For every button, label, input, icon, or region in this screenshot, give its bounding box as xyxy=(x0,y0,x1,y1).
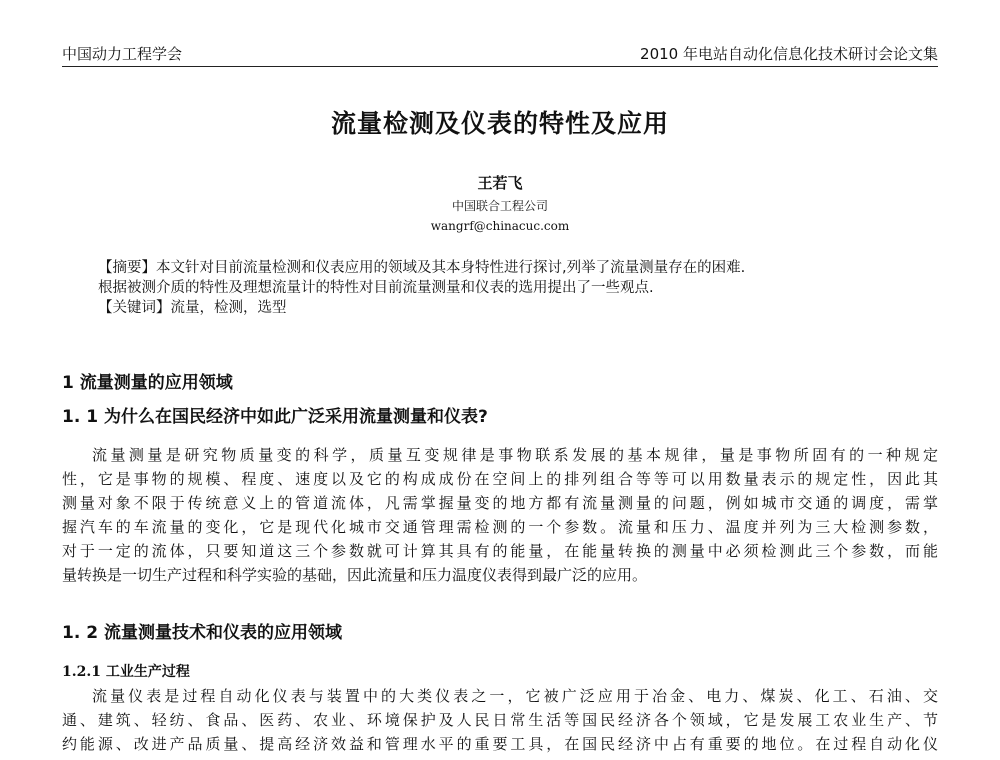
author-email: wangrf@chinacuc.com xyxy=(430,219,570,233)
paragraph-line: 流量仪表是过程自动化仪表与装置中的大类仪表之一，它被广泛应用于冶金、电力、煤炭、化工、石油、交 xyxy=(92,687,938,705)
abstract-line: 【摘要】本文针对目前流量检测和仪表应用的领域及其本身特性进行探讨,列举了流量测量存在的困难. xyxy=(98,260,746,276)
section-1-heading: 1 流量测量的应用领域 xyxy=(62,373,233,393)
section-1-2-1-heading: 1.2.1 工业生产过程 xyxy=(62,664,190,680)
section-1-1-paragraph xyxy=(62,443,938,587)
paper-title: 流量检测及仪表的特性及应用 xyxy=(330,109,669,138)
abstract-line: 根据被测介质的特性及理想流量计的特性对目前流量测量和仪表的选用提出了一些观点. xyxy=(98,280,654,296)
paragraph-line: 性，它是事物的规模、程度、速度以及它的构成成份在空间上的排列组合等等可以用数量表示的规定性，因此其 xyxy=(62,470,938,488)
keywords-line: 【关键词】流量，检测，选型 xyxy=(98,300,287,316)
header-proceedings: 2010 年电站自动化信息化技术研讨会论文集 xyxy=(640,45,938,63)
paragraph-line: 流量测量是研究物质量变的科学，质量互变规律是事物联系发展的基本规律，量是事物所固有的一种规定 xyxy=(92,446,938,464)
header-society: 中国动力工程学会 xyxy=(62,45,183,63)
paragraph-line: 握汽车的车流量的变化，它是现代化城市交通管理需检测的一个参数。流量和压力、温度并列为三大检测参数， xyxy=(62,518,938,536)
paragraph-line: 测量对象不限于传统意义上的管道流体，凡需掌握量变的地方都有流量测量的问题，例如城市交通的调度，需掌 xyxy=(62,494,938,512)
author-name: 王若飞 xyxy=(477,174,523,192)
section-1-2-heading: 1. 2 流量测量技术和仪表的应用领域 xyxy=(62,623,342,643)
abstract-block xyxy=(98,258,938,318)
paragraph-line: 量转换是一切生产过程和科学实验的基础，因此流量和压力温度仪表得到最广泛的应用。 xyxy=(62,566,648,584)
paragraph-line: 对于一定的流体，只要知道这三个参数就可计算其具有的能量，在能量转换的测量中必须检测此三个参数，而能 xyxy=(62,542,938,560)
section-1-1-heading: 1. 1 为什么在国民经济中如此广泛采用流量测量和仪表? xyxy=(62,407,488,427)
section-1-2-1-paragraph xyxy=(62,684,938,756)
running-header xyxy=(62,38,938,67)
author-affiliation: 中国联合工程公司 xyxy=(451,199,548,213)
paragraph-line: 通、建筑、轻纺、食品、医药、农业、环境保护及人民日常生活等国民经济各个领域，它是发展工农业生产、节 xyxy=(62,711,938,729)
paragraph-line: 约能源、改进产品质量、提高经济效益和管理水平的重要工具，在国民经济中占有重要的地位。在过程自动化仪 xyxy=(62,735,938,753)
